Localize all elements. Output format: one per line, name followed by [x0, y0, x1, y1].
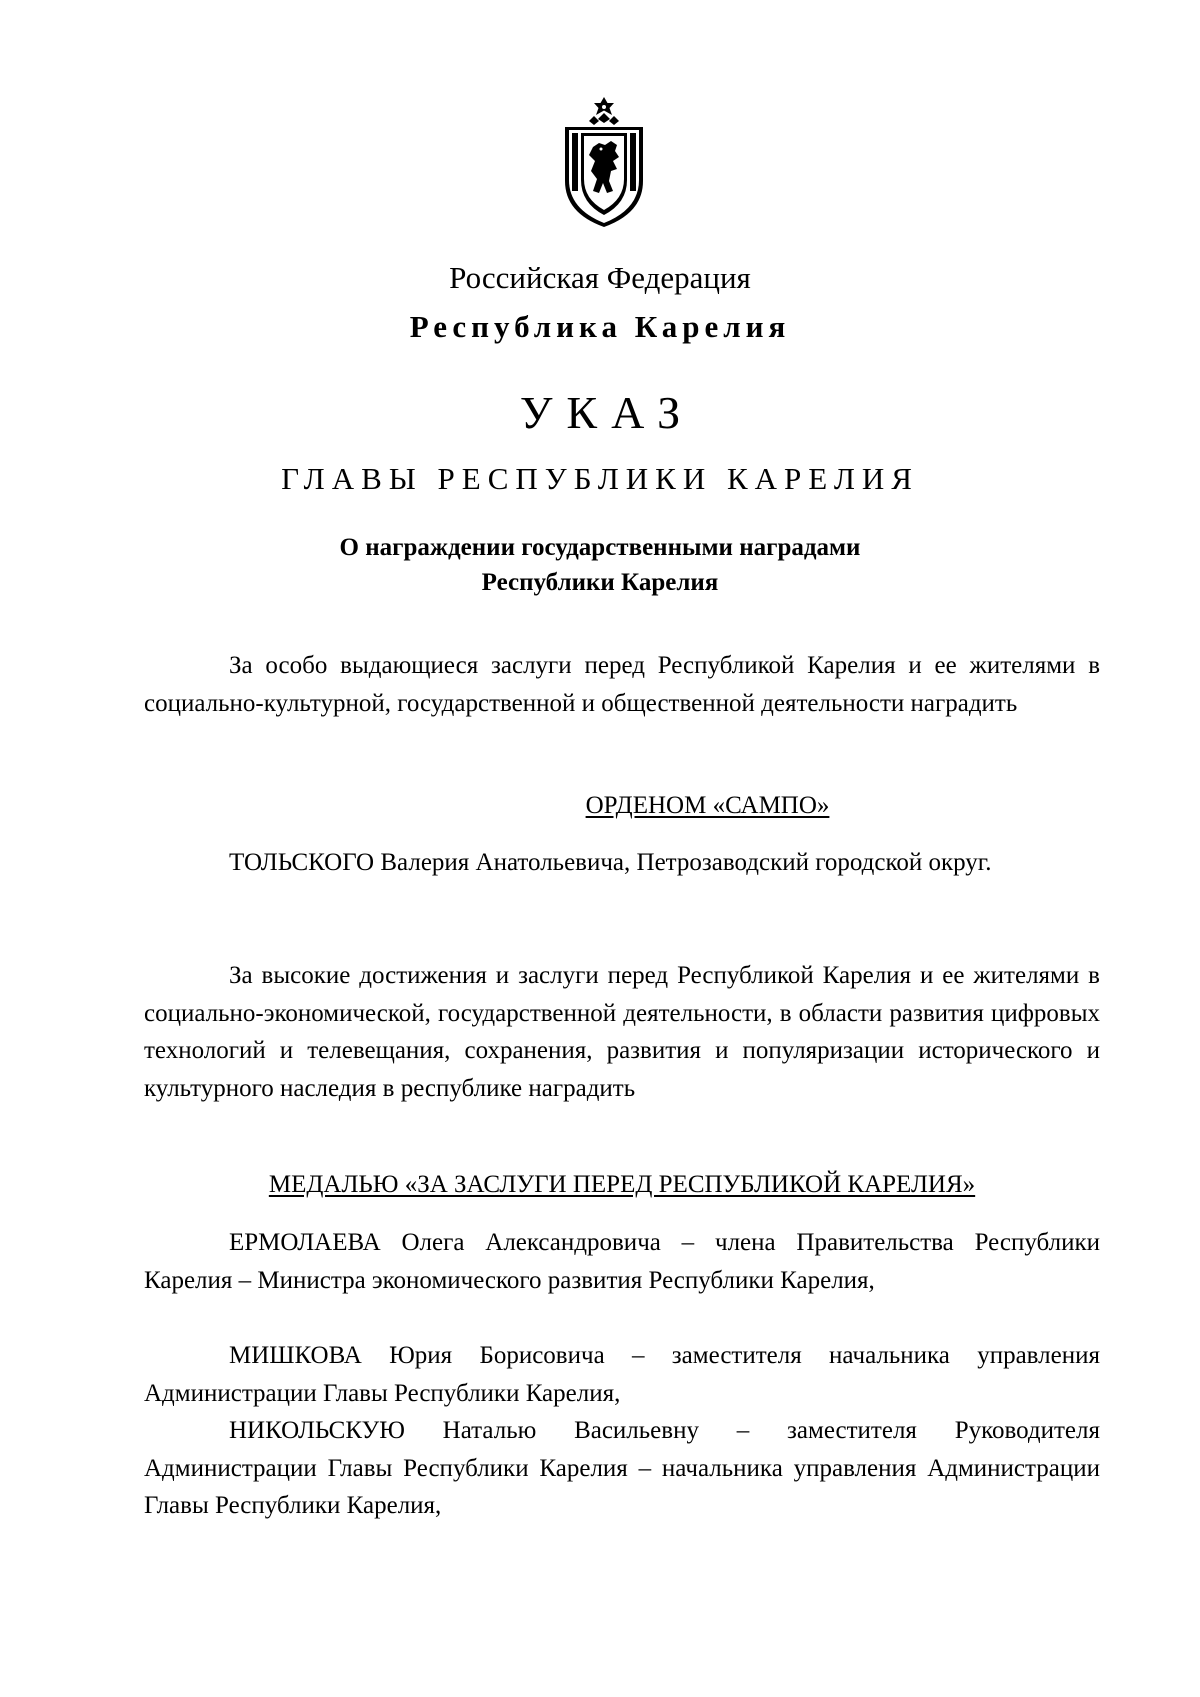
recipient-3: МИШКОВА Юрия Борисовича – заместителя начальника управления Администрации Главы Республики Карелия, — [144, 1342, 1100, 1407]
recipient-4: НИКОЛЬСКУЮ Наталью Васильевну – заместителя Руководителя Администрации Главы Республики Карелия – начальника управления Администрации Главы Республики Карелия, — [144, 1417, 1100, 1519]
karelia-coat-of-arms-icon — [563, 97, 645, 227]
award-heading-medal: МЕДАЛЬЮ «ЗА ЗАСЛУГИ ПЕРЕД РЕСПУБЛИКОЙ КАРЕЛИЯ» — [268, 1171, 976, 1198]
republic-name: Республика Карелия — [409, 309, 791, 344]
document-title-line2: Республики Карелия — [481, 569, 719, 596]
award-heading-order: ОРДЕНОМ «САМПО» — [585, 792, 830, 819]
document-type: УКАЗ — [519, 387, 695, 438]
document-title — [0, 530, 1200, 600]
decree-paragraph-1: За особо выдающиеся заслуги перед Республикой Карелия и ее жителями в социально-культурной, государственной и общественной деятельности наградить — [144, 652, 1100, 717]
recipient-1: ТОЛЬСКОГО Валерия Анатольевича, Петрозаводский городской округ. — [229, 849, 992, 876]
document-issuer: ГЛАВЫ РЕСПУБЛИКИ КАРЕЛИЯ — [281, 461, 919, 496]
country-name: Российская Федерация — [449, 260, 751, 295]
recipient-2: ЕРМОЛАЕВА Олега Александровича – члена Правительства Республики Карелия – Министра экономического развития Республики Карелия, — [144, 1229, 1100, 1294]
decree-paragraph-2: За высокие достижения и заслуги перед Республикой Карелия и ее жителями в социально-экономической, государственной деятельности, в области развития цифровых технологий и телевещания, сохранения, развития и популяризации исторического и культурного наследия в республике наградить — [144, 962, 1100, 1102]
document-title-line1: О награждении государственными наградами — [339, 534, 861, 561]
